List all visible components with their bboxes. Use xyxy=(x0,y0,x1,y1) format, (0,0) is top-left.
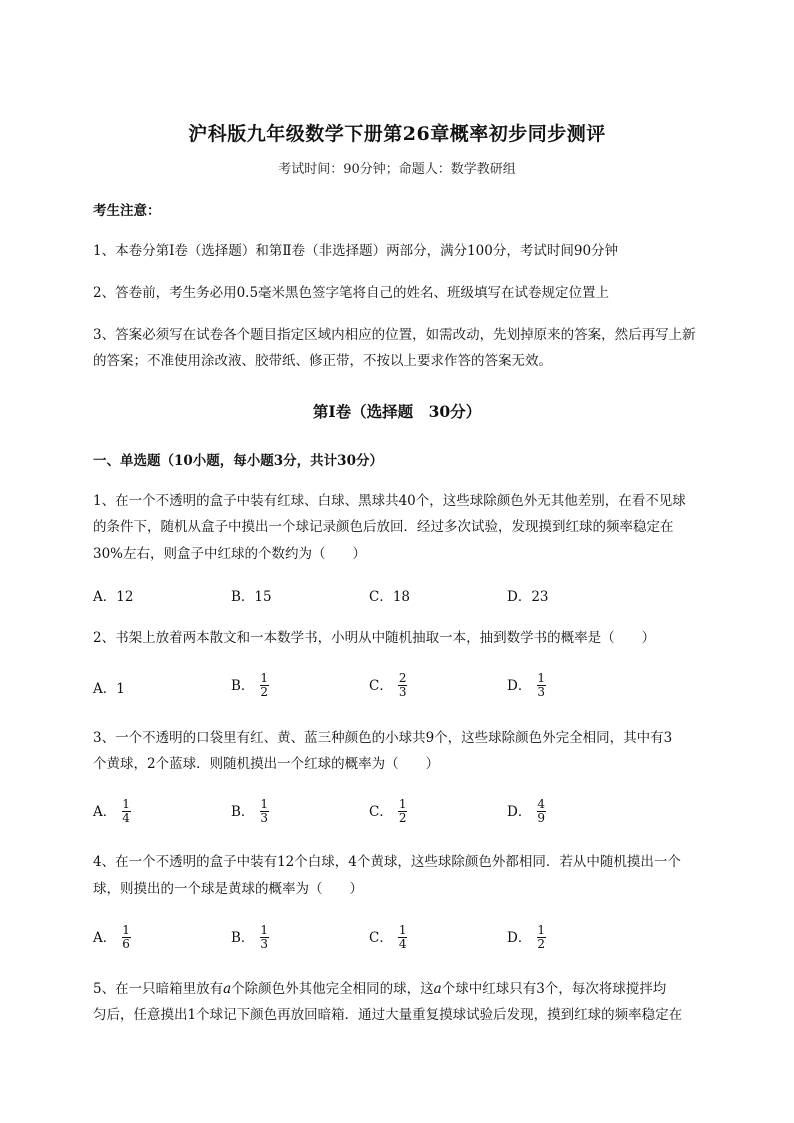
fraction: $\frac{1}{4}$ xyxy=(398,923,407,951)
notice-item: 3、答案必须写在试卷各个题目指定区域内相应的位置，如需改动，先划掉原来的答案，然后再写上新 xyxy=(93,327,696,343)
fraction: $\frac{1}{2}$ xyxy=(537,923,545,951)
question-4-line: 4、在一个不透明的盒子中装有12个白球，4个黄球，这些球除颜色外都相同．若从中随机摸出一个 xyxy=(93,854,681,870)
fraction: $\frac{1}{3}$ xyxy=(260,797,269,825)
option-a[interactable]: A． $\frac{1}{4}$ xyxy=(93,797,130,825)
fraction: $\frac{1}{2}$ xyxy=(398,797,407,825)
question-1-line: 1、在一个不透明的盒子中装有红球、白球、黑球共40个，这些球除颜色外无其他差别，在看不见球 xyxy=(93,493,686,509)
option-a[interactable]: A． $\frac{1}{6}$ xyxy=(93,923,130,951)
question-3-line: 3、一个不透明的口袋里有红、黄、蓝三种颜色的小球共9个，这些球除颜色外完全相同，其中有3 xyxy=(93,730,673,746)
fraction: $\frac{1}{3}$ xyxy=(260,923,269,951)
fraction: $\frac{1}{6}$ xyxy=(122,923,130,951)
option-c[interactable]: C． $\frac{1}{4}$ xyxy=(369,923,407,951)
option-c[interactable]: C．18 xyxy=(369,589,411,605)
question-5-line: 匀后，任意摸出1个球记下颜色再放回暗箱．通过大量重复摸球试验后发现，摸到红球的频率稳定在 xyxy=(93,1007,683,1023)
option-d[interactable]: D． $\frac{1}{2}$ xyxy=(507,923,545,951)
option-d[interactable]: D． $\frac{4}{9}$ xyxy=(507,797,545,825)
question-1-line: 的条件下，随机从盒子中摸出一个球记录颜色后放回．经过多次试验，发现摸到红球的频率稳定在 xyxy=(93,519,674,535)
fraction: $\frac{4}{9}$ xyxy=(537,797,545,825)
page-title: 沪科版九年级数学下册第26章概率初步同步测评 xyxy=(188,123,606,145)
variable-a: a xyxy=(223,981,232,997)
option-b[interactable]: B．15 xyxy=(231,589,272,605)
question-1-line: 30%左右，则盒子中红球的个数约为（ ） xyxy=(93,546,367,562)
notice-item-continued: 的答案；不准使用涂改液、胶带纸、修正带，不按以上要求作答的答案无效。 xyxy=(93,353,552,369)
variable-a: a xyxy=(433,981,442,997)
notice-item: 1、本卷分第Ⅰ卷（选择题）和第Ⅱ卷（非选择题）两部分，满分100分，考试时间90分钟 xyxy=(93,243,619,259)
notice-item: 2、答卷前，考生务必用0.5毫米黑色签字笔将自己的姓名、班级填写在试卷规定位置上 xyxy=(93,285,610,301)
fraction: $\frac{1}{2}$ xyxy=(260,671,269,699)
fraction: $\frac{1}{4}$ xyxy=(122,797,130,825)
fraction: $\frac{1}{3}$ xyxy=(537,671,545,699)
option-a[interactable]: A．1 xyxy=(93,681,125,697)
option-b[interactable]: B． $\frac{1}{3}$ xyxy=(231,923,269,951)
question-3-line: 个黄球，2个蓝球．则随机摸出一个红球的概率为（ ） xyxy=(93,756,440,772)
question-4-line: 球，则摸出的一个球是黄球的概率为（ ） xyxy=(93,881,363,897)
section-title: 第Ⅰ卷（选择题 30分） xyxy=(312,402,482,421)
fraction: $\frac{2}{3}$ xyxy=(398,671,407,699)
option-d[interactable]: D． $\frac{1}{3}$ xyxy=(507,671,545,699)
option-d[interactable]: D．23 xyxy=(507,589,549,605)
question-5-line: 5、在一只暗箱里放有a个除颜色外其他完全相同的球，这a个球中红球只有3个，每次将球搅拌均 xyxy=(93,981,667,997)
option-a[interactable]: A．12 xyxy=(93,589,134,605)
option-b[interactable]: B． $\frac{1}{3}$ xyxy=(231,797,269,825)
question-2-line: 2、书架上放着两本散文和一本数学书，小明从中随机抽取一本，抽到数学书的概率是（ ） xyxy=(93,630,656,646)
exam-info: 考试时间：90分钟；命题人：数学教研组 xyxy=(278,162,516,177)
part-heading: 一、单选题（10小题，每小题3分，共计30分） xyxy=(93,453,383,469)
option-c[interactable]: C． $\frac{1}{2}$ xyxy=(369,797,407,825)
option-c[interactable]: C． $\frac{2}{3}$ xyxy=(369,671,407,699)
notice-heading: 考生注意： xyxy=(93,203,161,219)
option-b[interactable]: B． $\frac{1}{2}$ xyxy=(231,671,269,699)
